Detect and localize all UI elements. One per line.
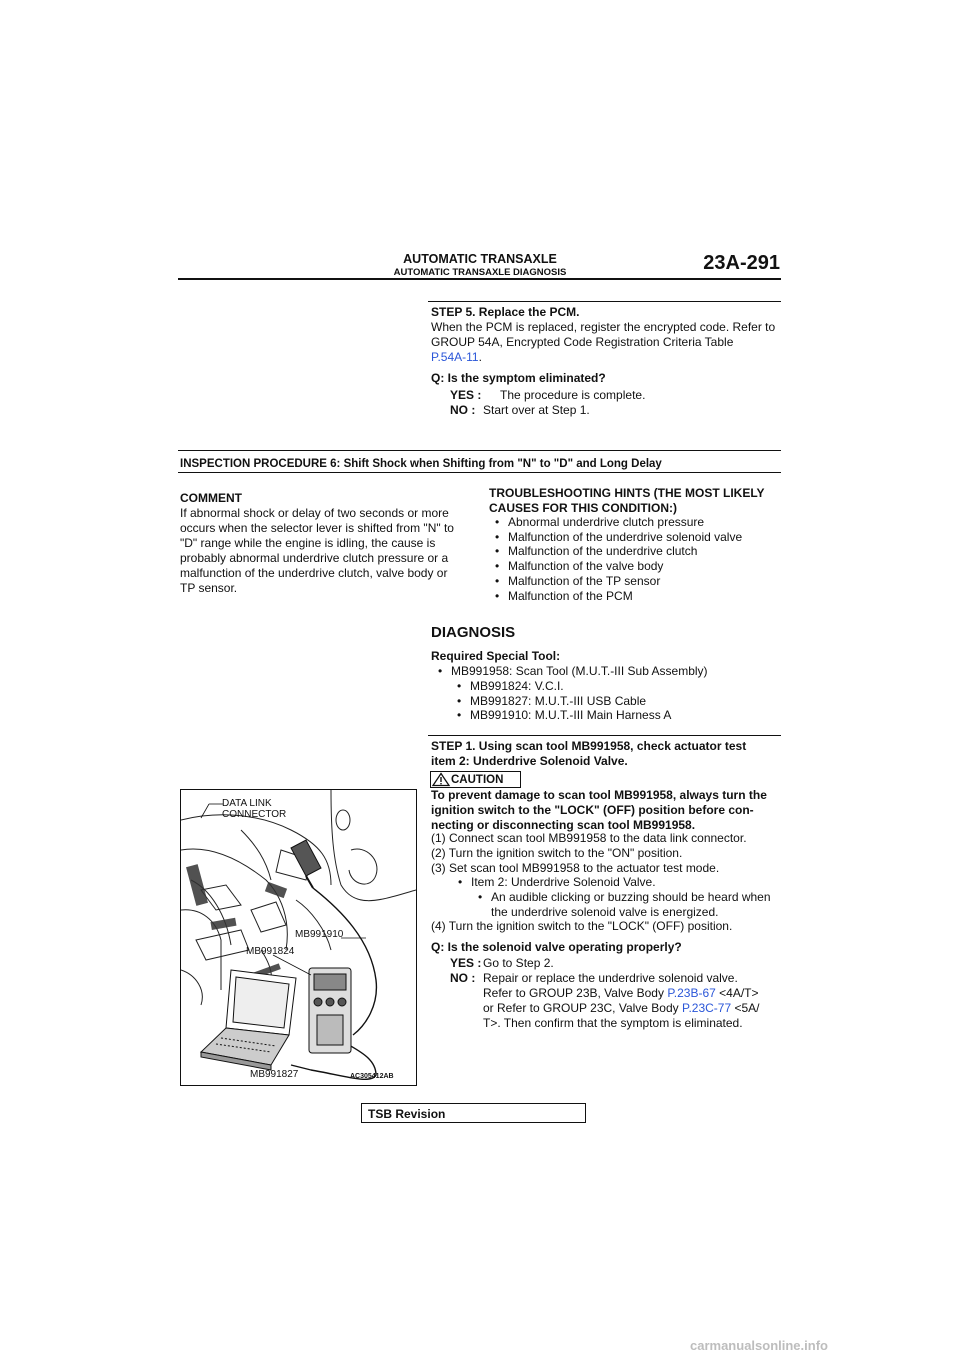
link-p23c-77[interactable]: P.23C-77 (681, 1001, 732, 1015)
list-item: • MB991910: M.U.T.-III Main Harness A (452, 708, 781, 723)
list-item: • Malfunction of the TP sensor (490, 574, 782, 589)
step1-question: Q: Is the solenoid valve operating properly? (431, 940, 682, 954)
hints-list (490, 515, 782, 603)
list-item: • Item 2: Underdrive Solenoid Valve. (453, 875, 781, 890)
caution-text: To prevent damage to scan tool MB991958, always turn the ignition switch to the "LOCK" (OFF) position before con- necting or disconnecting scan tool MB991958. (431, 788, 767, 832)
step1-yes: YES : Go to Step 2. (450, 956, 554, 970)
comment-body: If abnormal shock or delay of two seconds or more occurs when the selector lever is shifted from "N" to "D" range while the engine is idling, the cause is probably abnormal underdrive clutch pressure or a malfunction of the underdrive clutch, valve body or TP sensor. (180, 506, 454, 595)
warning-icon (431, 772, 451, 787)
header-rule (178, 278, 781, 280)
tsb-revision: TSB Revision (361, 1103, 586, 1123)
label-mb991827: MB991827 (250, 1069, 299, 1080)
list-item: • MB991827: M.U.T.-III USB Cable (452, 694, 781, 709)
step5-link-line: P.54A-11. (431, 350, 482, 364)
watermark: carmanualsonline.info (690, 1338, 828, 1353)
list-item: • Malfunction of the underdrive solenoid valve (490, 530, 782, 545)
link-p23b-67[interactable]: P.23B-67 (667, 986, 716, 1000)
step1-subsub-list (473, 890, 783, 919)
link-p54a-11[interactable]: P.54A-11 (431, 350, 479, 364)
label-mb991824: MB991824 (246, 946, 295, 957)
list-item: • An audible clicking or buzzing should be heard when the underdrive solenoid valve is energized. (473, 890, 783, 919)
list-item: • Malfunction of the underdrive clutch (490, 544, 782, 559)
label-data-link-connector: DATA LINK CONNECTOR (222, 798, 287, 820)
step5-question: Q: Is the symptom eliminated? (431, 371, 606, 385)
procedure-title: INSPECTION PROCEDURE 6: Shift Shock when Shifting from "N" to "D" and Long Delay (180, 458, 662, 470)
list-item: • Abnormal underdrive clutch pressure (490, 515, 782, 530)
caution-box (430, 771, 521, 788)
list-item: • Malfunction of the PCM (490, 589, 782, 604)
step5-yes: YES : The procedure is complete. (450, 388, 646, 402)
header-subtitle: AUTOMATIC TRANSAXLE DIAGNOSIS (393, 267, 567, 278)
comment-heading: COMMENT (180, 491, 242, 505)
step1-sub-list (453, 875, 781, 890)
step5-no: NO : Start over at Step 1. (450, 403, 590, 417)
diagnosis-heading: DIAGNOSIS (431, 624, 516, 641)
tool-main-list (433, 664, 781, 679)
figure-code: AC305412AB (350, 1073, 394, 1080)
header-title: AUTOMATIC TRANSAXLE (403, 252, 557, 266)
step5-body: When the PCM is replaced, register the encrypted code. Refer to GROUP 54A, Encrypted Code Registration Criteria Table (431, 320, 776, 349)
list-item: • MB991824: V.C.I. (452, 679, 781, 694)
hints-heading: TROUBLESHOOTING HINTS (THE MOST LIKELY CAUSES FOR THIS CONDITION:) (489, 486, 765, 515)
list-item: • Malfunction of the valve body (490, 559, 782, 574)
procedure-rule-top (178, 450, 781, 451)
procedure-rule-bottom (178, 472, 781, 473)
tool-sub-list (452, 679, 781, 723)
step1-instructions: (1) Connect scan tool MB991958 to the data link connector. (2) Turn the ignition switch to the "ON" position. (3) Set scan tool MB991958 to the actuator test mode. (431, 831, 747, 875)
step1-heading: STEP 1. Using scan tool MB991958, check actuator test item 2: Underdrive Solenoid Valve. (431, 739, 747, 768)
page-number: 23A-291 (703, 252, 780, 274)
step1-rule (428, 735, 781, 736)
step5-heading: STEP 5. Replace the PCM. (431, 305, 580, 319)
label-mb991910: MB991910 (295, 929, 344, 940)
list-item: • MB991958: Scan Tool (M.U.T.-III Sub Assembly) (433, 664, 781, 679)
caution-label: CAUTION (451, 773, 504, 786)
step1-no: NO : Repair or replace the underdrive solenoid valve. Refer to GROUP 23B, Valve Body P.23B-67 <4A/T> or Refer to GROUP 23C, Valve Body P.23C-77 <5A/ T>. Then confirm that the symptom is eliminated. (450, 971, 760, 1030)
tool-heading: Required Special Tool: (431, 649, 561, 663)
step5-rule (428, 301, 781, 302)
step1-step4: (4) Turn the ignition switch to the "LOCK" (OFF) position. (431, 919, 733, 933)
